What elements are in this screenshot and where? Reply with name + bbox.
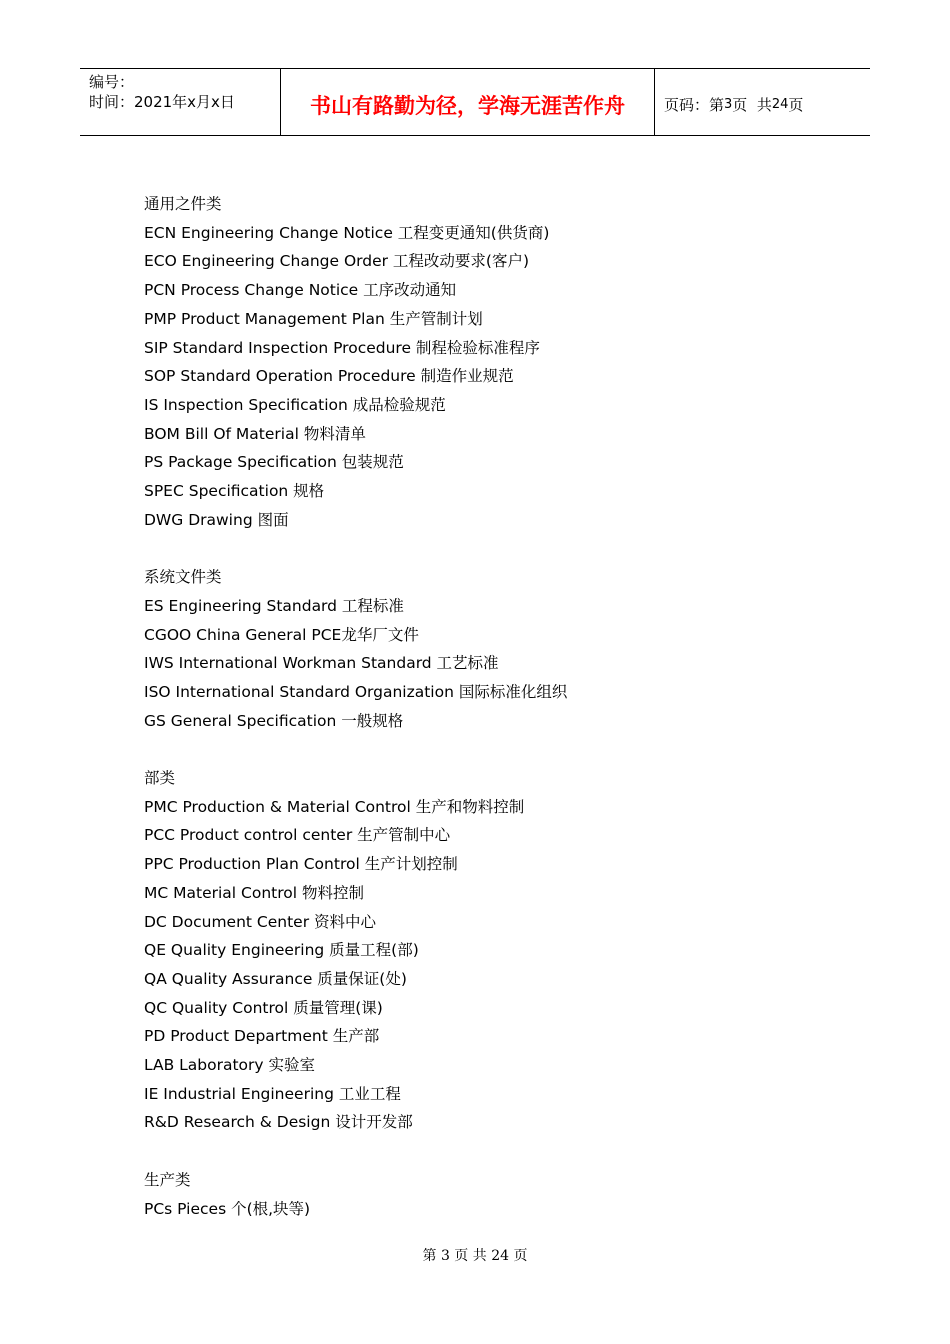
glossary-entry: DWG Drawing 图面	[144, 510, 289, 529]
glossary-entry: LAB Laboratory 实验室	[144, 1056, 316, 1075]
glossary-entry: PS Package Specification 包装规范	[144, 453, 404, 472]
section-spacer	[144, 735, 844, 764]
section-title-production: 生产类	[144, 1170, 191, 1189]
page-middle: 页 共	[732, 95, 772, 114]
glossary-entry: ES Engineering Standard 工程标准	[144, 596, 404, 615]
glossary-entry: ECO Engineering Change Order 工程改动要求(客户)	[144, 252, 530, 271]
page-footer: 第 3 页 共 24 页	[422, 1248, 528, 1264]
glossary-entry: PD Product Department 生产部	[144, 1027, 380, 1046]
glossary-entry: ECN Engineering Change Notice 工程变更通知(供货商)	[144, 223, 550, 242]
page-current: 3	[724, 96, 733, 112]
page-total: 24	[771, 96, 789, 112]
glossary-entry: SPEC Specification 规格	[144, 482, 325, 501]
section-title-system: 系统文件类	[144, 568, 222, 587]
glossary-entry: SIP Standard Inspection Procedure 制程检验标准程序	[144, 338, 540, 357]
glossary-entry: SOP Standard Operation Procedure 制造作业规范	[144, 367, 514, 386]
glossary-entry: PCN Process Change Notice 工序改动通知	[144, 281, 457, 300]
glossary-entry: PMC Production & Material Control 生产和物料控制	[144, 797, 525, 816]
section-spacer	[144, 1137, 844, 1166]
glossary-entry: PMP Product Management Plan 生产管制计划	[144, 309, 483, 328]
glossary-entry: QA Quality Assurance 质量保证(处)	[144, 969, 407, 988]
glossary-content	[144, 190, 844, 1223]
section-title-departments: 部类	[144, 769, 176, 788]
section-title-general: 通用之件类	[144, 195, 222, 213]
number-label: 编号：	[89, 73, 135, 91]
page-header	[80, 68, 870, 136]
glossary-entry: ISO International Standard Organization 国际标准化组织	[144, 682, 568, 701]
glossary-entry: CGOO China General PCE龙华厂文件	[144, 625, 419, 644]
glossary-entry: IE Industrial Engineering 工业工程	[144, 1084, 401, 1103]
header-motto: 书山有路勤为径，学海无涯苦作舟	[281, 69, 655, 135]
glossary-entry: IWS International Workman Standard 工艺标准	[144, 654, 499, 673]
glossary-entry: PCs Pieces 个(根,块等)	[144, 1199, 311, 1218]
glossary-entry: PCC Product control center 生产管制中心	[144, 826, 451, 845]
glossary-entry: BOM Bill Of Material 物料清单	[144, 424, 366, 443]
glossary-entry: PPC Production Plan Control 生产计划控制	[144, 855, 458, 874]
glossary-entry: MC Material Control 物料控制	[144, 883, 364, 902]
header-meta	[80, 69, 281, 135]
time-label: 时间：2021年x月x日	[89, 93, 235, 111]
glossary-entry: IS Inspection Specification 成品检验规范	[144, 395, 446, 414]
glossary-entry: R&D Research & Design 设计开发部	[144, 1113, 413, 1132]
header-page-indicator	[655, 69, 870, 135]
section-spacer	[144, 534, 844, 563]
glossary-entry: GS General Specification 一般规格	[144, 711, 404, 730]
glossary-entry: QC Quality Control 质量管理(课)	[144, 998, 383, 1017]
page-prefix: 页码：第	[664, 95, 725, 114]
glossary-entry: QE Quality Engineering 质量工程(部)	[144, 941, 419, 960]
page-suffix: 页	[788, 95, 804, 114]
glossary-entry: DC Document Center 资料中心	[144, 912, 377, 931]
